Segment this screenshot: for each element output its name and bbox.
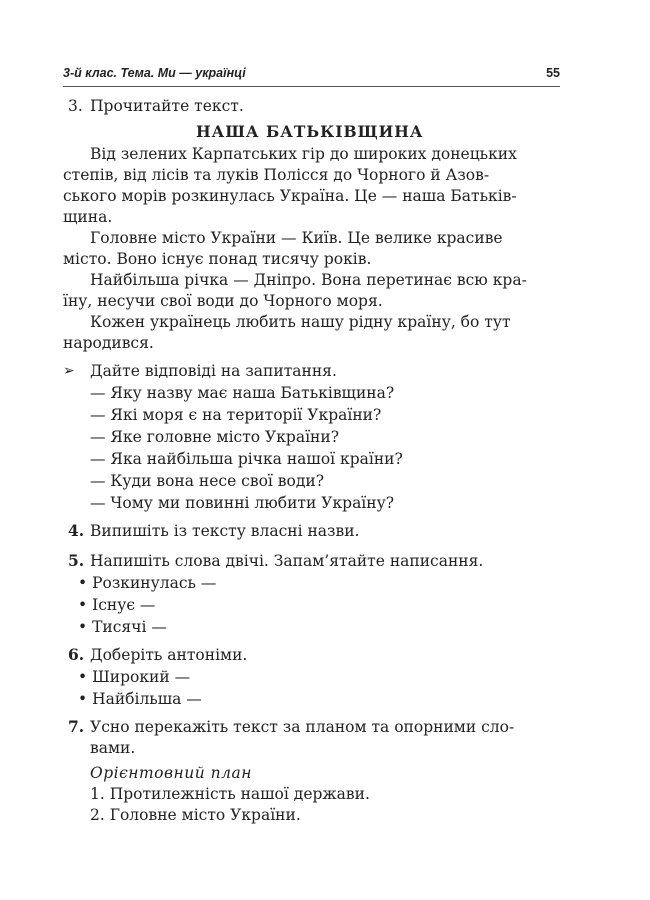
- text-line: їну, несучи свої води до Чорного моря.: [63, 292, 383, 310]
- task-3-instruction: Прочитайте текст.: [90, 97, 244, 115]
- question-item: — Яку назву має наша Батьківщина?: [90, 384, 395, 402]
- task-5-number: 5.: [68, 551, 85, 570]
- text-line: щина.: [63, 208, 113, 226]
- text-line: Головне місто України — Київ. Це велике красиве: [90, 229, 503, 247]
- page-header: [63, 64, 560, 87]
- task-6-text: Доберіть антоніми.: [90, 646, 248, 664]
- text-line: Кожен українець любить нашу рідну країну, бо тут: [90, 313, 511, 331]
- plan-title: Орієнтовний план: [90, 764, 252, 782]
- text-line: Найбільша річка — Дніпро. Вона перетинає всю кра-: [90, 271, 527, 289]
- question-item: — Яка найбільша річка нашої країни?: [90, 450, 403, 468]
- question-item: — Куди вона несе свої води?: [90, 472, 325, 490]
- question-item: — Чому ми повинні любити Україну?: [90, 494, 395, 512]
- arrow-icon: ➢: [63, 363, 75, 379]
- plan-item: 1. Протилежність нашої держави.: [90, 785, 370, 803]
- task-7-number: 7.: [68, 717, 85, 736]
- text-line: Від зелених Карпатських гір до широких донецьких: [90, 145, 517, 163]
- plan-item: 2. Головне місто України.: [90, 806, 301, 824]
- text-line: ського морів розкинулась Україна. Це — наша Батьків-: [63, 187, 517, 205]
- text-line: степів, від лісів та луків Полісся до Чорного й Азов-: [63, 166, 490, 184]
- word-item: • Існує —: [78, 596, 156, 614]
- header-title: 3-й клас. Тема. Ми — українці: [63, 66, 246, 80]
- text-line: народився.: [63, 334, 154, 352]
- question-item: — Які моря є на території України?: [90, 406, 382, 424]
- task-6-number: 6.: [68, 645, 85, 664]
- word-item: • Розкинулась —: [78, 574, 217, 592]
- task-3-number: 3.: [68, 97, 83, 115]
- question-item: — Яке головне місто України?: [90, 428, 340, 446]
- task-7-text: вами.: [90, 739, 136, 757]
- task-4-number: 4.: [68, 521, 85, 540]
- text-line: місто. Воно існує понад тисячу років.: [63, 250, 372, 268]
- word-item: • Тисячі —: [78, 618, 167, 636]
- word-item: • Широкий —: [78, 668, 191, 686]
- questions-instruction: Дайте відповіді на запитання.: [90, 362, 337, 380]
- text-title: НАША БАТЬКІВЩИНА: [196, 122, 424, 141]
- page-number: 55: [546, 66, 560, 80]
- word-item: • Найбільша —: [78, 690, 202, 708]
- task-7-text: Усно перекажіть текст за планом та опорними сло-: [90, 718, 515, 736]
- task-5-text: Напишіть слова двічі. Запам’ятайте написання.: [90, 552, 484, 570]
- task-4-text: Випишіть із тексту власні назви.: [90, 522, 360, 540]
